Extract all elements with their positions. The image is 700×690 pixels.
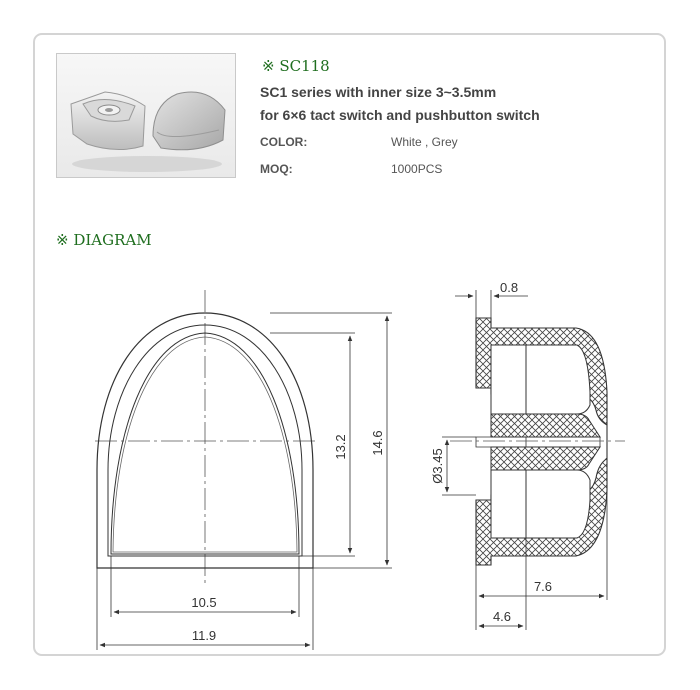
moq-value: 1000PCS (391, 162, 443, 176)
hole-diameter-label: Ø3.45 (430, 448, 445, 484)
color-value: White , Grey (391, 135, 458, 149)
outer-height-label: 14.6 (370, 430, 385, 456)
color-label: COLOR: (260, 135, 308, 149)
stem-depth-label: 4.6 (492, 609, 512, 624)
inner-width-label: 10.5 (191, 595, 217, 610)
inner-height-label: 13.2 (333, 434, 348, 460)
outer-width-label: 11.9 (191, 628, 217, 643)
front-view (95, 290, 392, 650)
diagram-heading: ※ DIAGRAM (56, 231, 152, 249)
total-depth-label: 7.6 (533, 579, 553, 594)
product-title: ※ SC118 (262, 57, 330, 75)
side-view (430, 280, 625, 630)
wall-thickness-label: 0.8 (500, 280, 519, 295)
moq-label: MOQ: (260, 162, 293, 176)
product-description-line2: for 6×6 tact switch and pushbutton switch (260, 107, 540, 123)
product-description-line1: SC1 series with inner size 3~3.5mm (260, 84, 497, 100)
